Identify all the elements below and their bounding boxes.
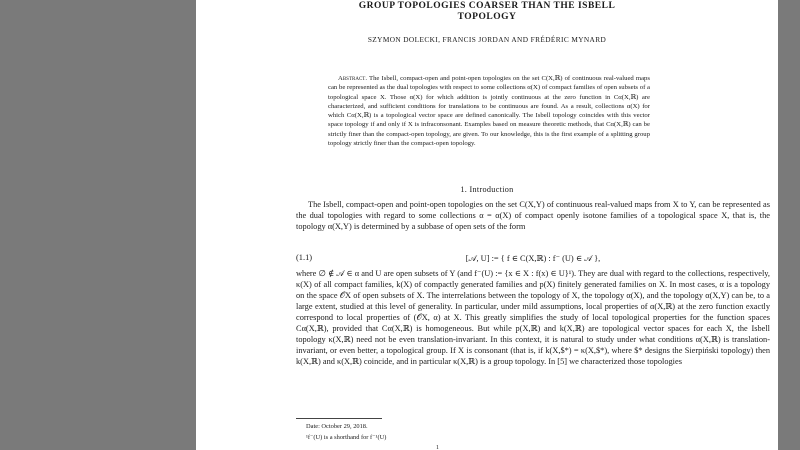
abstract	[328, 74, 650, 148]
section-heading: 1. Introduction	[460, 185, 514, 194]
paper-title-line1: GROUP TOPOLOGIES COARSER THAN THE ISBELL	[358, 1, 616, 11]
paper-page	[196, 0, 778, 450]
equation-number: (1.1)	[296, 253, 313, 262]
abstract-label: Abstract.	[338, 75, 368, 82]
intro-paragraph-2: where ∅ ∉ 𝒜 ∈ α and U are open subsets of Y (and f⁻(U) := {x ∈ X : f(x) ∈ U}¹). They are dual with regard to the collections, respectively, κ(X) of all compact families, k(X) of compactly generated families and p(X) finitely generated families on X. In most cases, α is a topology on the space 𝒪X of open subsets of X. The interrelations between the topology of X, the topology α(X), and the topology α(X,Y) can be, to a large extent, studied at this level of generality. In particular, under mild assumptions, local properties of α(X,ℝ) at the zero function exactly correspond to local properties of (𝒪X, α) at X. This greatly simplifies the study of local topological properties for the function spaces Cα(X,ℝ), provided that Cα(X,ℝ) is homogeneous. But while p(X,ℝ) and k(X,ℝ) are topological vector spaces for each X, the Isbell topology κ(X,ℝ) need not be even translation-invariant. In this context, it is natural to study under what conditions α(X,ℝ) is translation-invariant, or even better, a topological group. If X is consonant (that is, if k(X,$*) = κ(X,$*), where $* designs the Sierpiński topology) then k(X,ℝ) and κ(X,ℝ) coincide, and in particular κ(X,ℝ) is a group topology. In [5] we characterized those topologies	[296, 269, 770, 367]
paper-title-line2: TOPOLOGY	[457, 12, 517, 22]
abstract-text: The Isbell, compact-open and point-open topologies on the set C(X,ℝ) of continuous real-valued maps can be represented as the dual topologies with respect to some collections α(X) of compact families of open subsets of a topological space X. Those α(X) for which addition is jointly continuous at the zero function in Cα(X,ℝ) are characterized, and sufficient conditions for translations to be continuous are found. As a result, collections α(X) for which Cα(X,ℝ) is a topological vector space are defined canonically. The Isbell topology coincides with this vector space topology if and only if X is infraconsonant. Examples based on measure theoretic methods, that Cα(X,ℝ) can be strictly finer than the compact-open topology, are given. To our knowledge, this is the first example of a splitting group topology strictly finer than the compact-open topology.	[328, 75, 650, 148]
intro-paragraph-1: The Isbell, compact-open and point-open topologies on the set C(X,Y) of continuous real-valued maps from X to Y, can be represented as the dual topologies with regard to some collections α = α(X) of compact openly isotone families of a topological space X, that is, the topology α(X,Y) is determined by a subbase of open sets of the form	[296, 200, 770, 232]
paper-authors: SZYMON DOLECKI, FRANCIS JORDAN AND FRÉDÉRIC MYNARD	[367, 35, 607, 44]
footnote-date: Date: October 29, 2018.	[306, 423, 368, 430]
equation-formula: [𝒜, U] := { f ∈ C(X,ℝ) : f⁻ (U) ∈ 𝒜 },	[465, 254, 601, 263]
footnote-rule	[296, 418, 382, 419]
equation-1-1	[296, 253, 770, 267]
page-number: 1	[436, 445, 439, 450]
footnote-1: ¹f⁻(U) is a shorthand for f⁻¹(U)	[306, 434, 387, 441]
